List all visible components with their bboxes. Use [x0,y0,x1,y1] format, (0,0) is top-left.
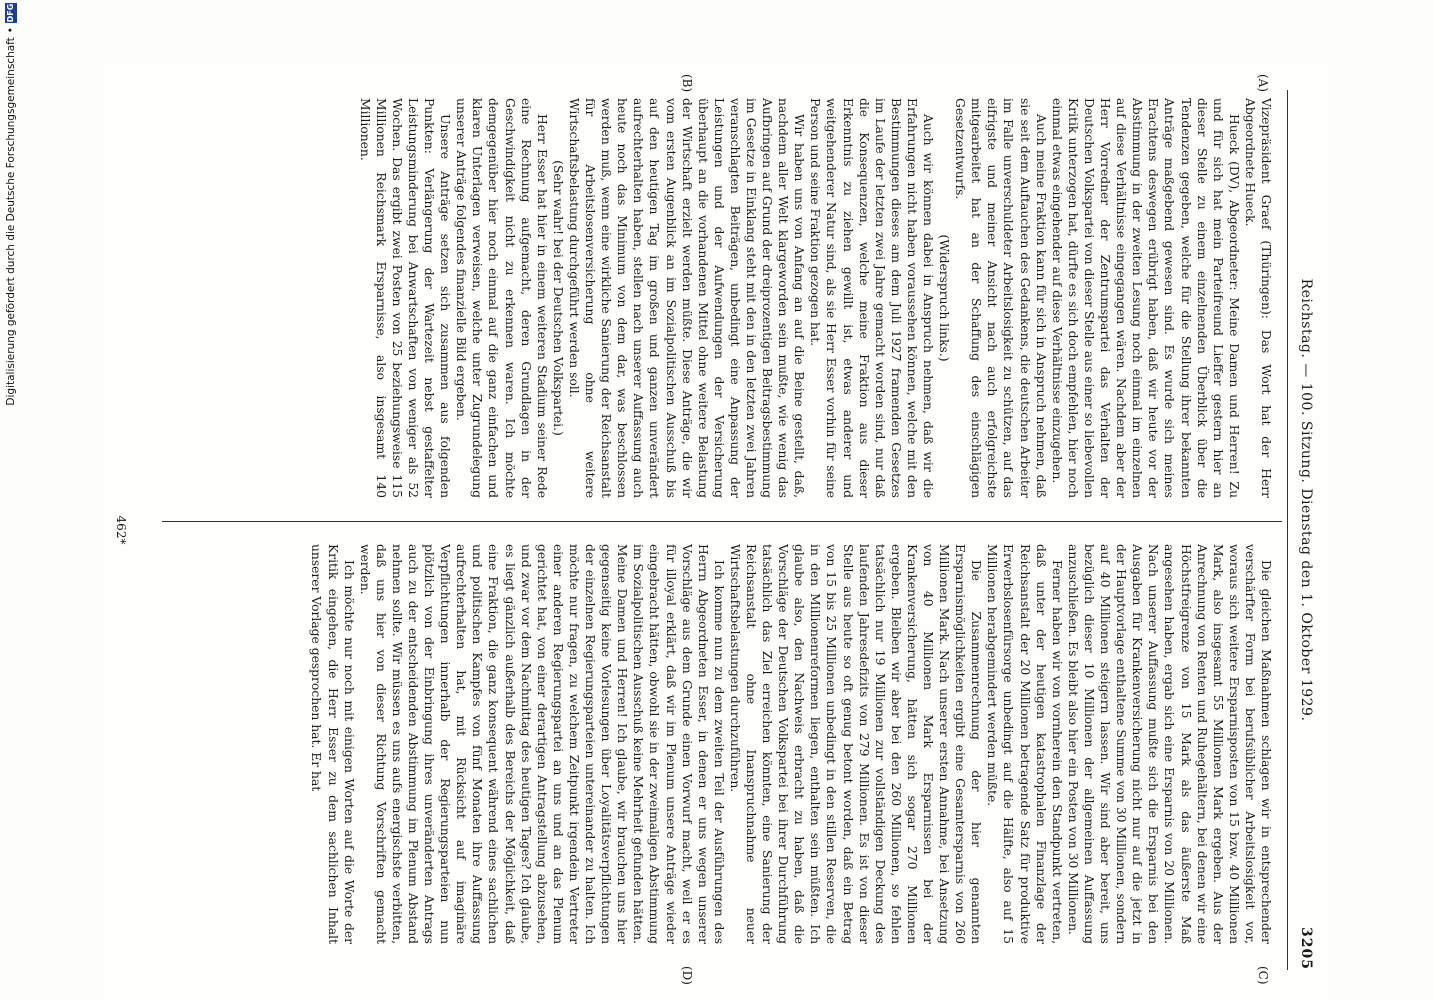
paragraph: Ich möchte nur noch mit einigen Worten auf die Worte der Kritik eingehen, die Herr Esser zu dem sachlichen Inhalt unserer Vorlage gesprochen hat. Er hat [309,544,356,944]
margin-marker-b: (B) [680,74,694,93]
paragraph: Auch meine Fraktion kann für sich in Anspruch nehmen, daß sie seit dem Auftauchen des Gedankens, die deutschen Arbeiter im Falle unverschuldeter Arbeitslosigkeit zu schützen, auf das eifrigste und meiner Ansicht nach auch erfolgreichste mitgearbeitet hat an der Schaffung des einschlägigen Gesetzentwurfs. [953,98,1048,498]
paragraph: Ferner haben wir von vornherein den Standpunkt vertreten, daß unter der heutigen katastrophalen Finanzlage der Reichsanstalt der 20 Millionen betragende Satz für produktive Erwerbslosenfürsorge unbedingt auf die Hälfte, also auf 15 Millionen herabgemindert werden müßte. [985,544,1064,944]
paragraph: Vizepräsident Graef (Thüringen): Das Wort hat der Herr Abgeordnete Hueck. [1242,98,1273,498]
paragraph: Hueck (DV), Abgeordneter: Meine Damen und Herren! Zu und für sich hat mein Parteifreund Lieffer gestern hier an dieser Stelle zu einem einzelnenden Überblick über die Tendenzen gegeben, welche für die Stellung ihrer bekannten Anträge maßgebend gewesen sind. Es wurde sich meines Erachtens deswegen erübrigt haben, daß wir heute vor der Abstimmung in der zweiten Lesung noch einmal im einzelnen auf diese Verhältnisse eingegangen wären. Nachdem aber der Herr Vorredner der Zentrumspartei das Verhalten der Deutschen Volkspartei von dieser Stelle aus einer so liebevollen Kritik unterzogen hat, dürfte es sich doch empfehlen, hier noch einmal etwas eingehender auf diese Verhältnisse einzugehen. [1049,98,1241,498]
margin-marker-c: (C) [1256,966,1270,985]
paragraph: Ich komme nun zu dem zweiten Teil der Ausführungen des Herrn Abgeordneten Esser, in denen er uns wegen unserer Vorschläge aus dem Grunde einen Vorwurf macht, weil er es für illoyal erklärt, daß wir im Plenum unsere Anträge wieder eingebracht hätten, obwohl sie in der zweimaligen Abstimmung im Sozialpolitischen Ausschuß keine Mehrheit gefunden hätten. Meine Damen und Herren! Ich glaube, wir brauchen uns hier gegenseitig keine Vorlesungen über Loyalitätsverpflichtungen der einzelnen Regierungsparteien untereinander zu halten. Ich möchte nur fragen, zu welchem Zeitpunkt irgendein Vertreter einer anderen Regierungspartei an uns und an das Plenum gerichtet hat, von einer derartigen Antragstellung abzusehen, und zwar vor dem Nachmittag des heutigen Tages? Ich glaube, es liegt gänzlich außerhalb des Bereichs der Möglichkeit, daß eine Fraktion, die ganz konsequent während eines sachlichen und politischen Kampfes von fünf Monaten ihre Auffassung aufrechterhalten hat, mit Rücksicht auf imaginäre Verpflichtungen innerhalb der Regierungsparteien nun plötzlich von der Einbringung ihres unveränderten Antrags auch zu der entscheidenden Abstimmung im Plenum Abstand nehmen sollte. Wir müssen es uns aufs energischste verbitten, daß uns hier von dieser Richtung Vorschriften gemacht werden. [357,544,726,944]
margin-marker-d: (D) [680,966,694,985]
paragraph: Unsere Anträge setzen sich zusammen aus folgenden Punkten: Verlängerung der Wartezeit nebst gestaffelter Leistungsminderung bei Anwartschaften von weniger als 52 Wochen. Das ergibt zwei Posten von 25 beziehungsweise 115 Millionen Reichsmark Ersparnisse, also insgesamt 140 Millionen. [357,98,453,498]
dfg-logo-icon: DFG [6,3,15,23]
credit-text: Digitalisierung gefördert durch die Deutsche Forschungsgemeinschaft [5,37,17,406]
page-header [1288,90,1314,970]
page-number: 3205 [1298,927,1314,970]
interjection: (Sehr wahr! bei der Deutschen Volkspartei.) [550,160,565,436]
right-column [142,544,1274,944]
paragraph: Auch wir können dabei in Anspruch nehmen, daß wir die Erfahrungen nicht haben voraussehen können, welche mit den Bestimmungen dieses am dem Juli 1927 framenden Gesetzes im Laufe der letzten zwei Jahre gemacht worden sind, nur daß die Konsequenzen, welche meine Fraktion aus dieser Erkenntnis zu ziehen gewillt ist, etwas anderer und weitgehenderer Natur sind, als sie Herr Esser vorhin für seine Person und seine Fraktion gezogen hat. [808,98,936,498]
left-column [142,98,1274,498]
page-footer: 462* [114,515,128,545]
paragraph: Herr Esser hat hier in einem weiteren Stadium seiner Rede eine Rechnung aufgemacht, deren Grundlagen in der Geschwindigkeit nicht zu erkennen waren. Ich möchte demgegenüber hier noch einmal auf die ganz einfachen und klaren Unterlagen verweisen, welche unter Zugrundelegung unserer Anträge folgendes finanzielle Bild ergeben. [454,98,549,498]
digitization-credit: Digitalisierung gefördert durch die Deutsche Forschungsgemeinschaft • DFG [5,3,17,406]
header-title: Reichstag. — 100. Sitzung. Dienstag den 1. Oktober 1929. [1298,278,1314,722]
paragraph: Wir haben uns von Anfang an auf die Beine gestellt, daß, nachdem aller Welt klargeworden sein mußte, wie wenig das Aufbringen auf Grund der dreiprozentigen Beitragsbestimmung im Gesetze in Einklang steht mit den in den letzten zwei Jahren veranschlagten Beiträgen, unbedingt eine Anpassung der Leistungen und der Aufwendungen der Versicherung überhaupt an die vorhandenen Mittel ohne weitere Belastung der Wirtschaft erzielt werden müßte. Diese Anträge, die wir vom ersten Augenblick an im Sozialpolitischen Ausschuß bis auf den heutigen Tag im großen und ganzen unverändert aufrechterhalten haben, stellen nach unserer Auffassung auch heute noch das Minimum von dem dar, was beschlossen werden muß, wenn eine wirkliche Sanierung der Reichsanstalt für Arbeitslosenversicherung ohne weitere Wirtschaftsbelastung durchgeführt werden soll. [566,98,807,498]
margin-marker-a: (A) [1256,74,1270,93]
header-rule [1287,90,1288,970]
paragraph: Die Zusammenrechnung der hier genannten Ersparnismöglichkeiten ergibt eine Gesamtersparnis von 260 Millionen Mark. Nach unserer ersten Annahme, bei Ansetzung von 40 Millionen Mark Ersparnissen bei der Krankenversicherung, hätten sich sogar 270 Millionen ergeben. Bleiben wir aber bei den 260 Millionen, so fehlen tatsächlich nur 19 Millionen zur vollständigen Deckung des laufenden Jahresdefizits von 279 Millionen. Es ist von dieser Stelle aus heute so oft genug betont worden, daß ein Betrag von 15 bis 25 Millionen unbedingt in den stillen Reserven, die in den Millionenreformen liegen, enthalten sein müßten. Ich glaube also, den Nachweis erbracht zu haben, daß die Vorschläge der Deutschen Volkspartei bei ihrer Durchführung tatsächlich das Ziel erreichen könnten, eine Sanierung der Reichsanstalt ohne Inanspruchnahme neuer Wirtschaftsbelastungen durchzuführen. [727,544,984,944]
scanned-page [102,60,1334,1000]
paragraph: Die gleichen Maßnahmen schlagen wir in entsprechender verschärfter Form bei berufsüblicher Arbeitslosigkeit vor, woraus sich weitere Ersparnisposten von 15 bzw. 40 Millionen Mark, also insgesamt 55 Millionen Mark ergeben. Aus der Anrechnung von Renten und Ruhegehältern, bei denen wir eine Höchstfreigrenze von 15 Mark als das äußerste Maß angesehen haben, ergab sich eine Ersparnis von 20 Millionen. Nach unserer Auffassung mußte sich die Ersparnis bei den Ausgaben für Krankenversicherung nicht nur auf die jetzt in der Hauptvorlage enthaltene Summe von 30 Millionen, sondern auf 40 Millionen steigern lassen. Wir sind aber bereit, uns bezüglich dieser 10 Millionen der allgemeinen Auffassung anzuschließen. Es bleibt also hier ein Posten von 30 Millionen. [1065,544,1273,944]
column-divider [162,521,1282,522]
interjection: (Widerspruch links.) [937,234,952,362]
